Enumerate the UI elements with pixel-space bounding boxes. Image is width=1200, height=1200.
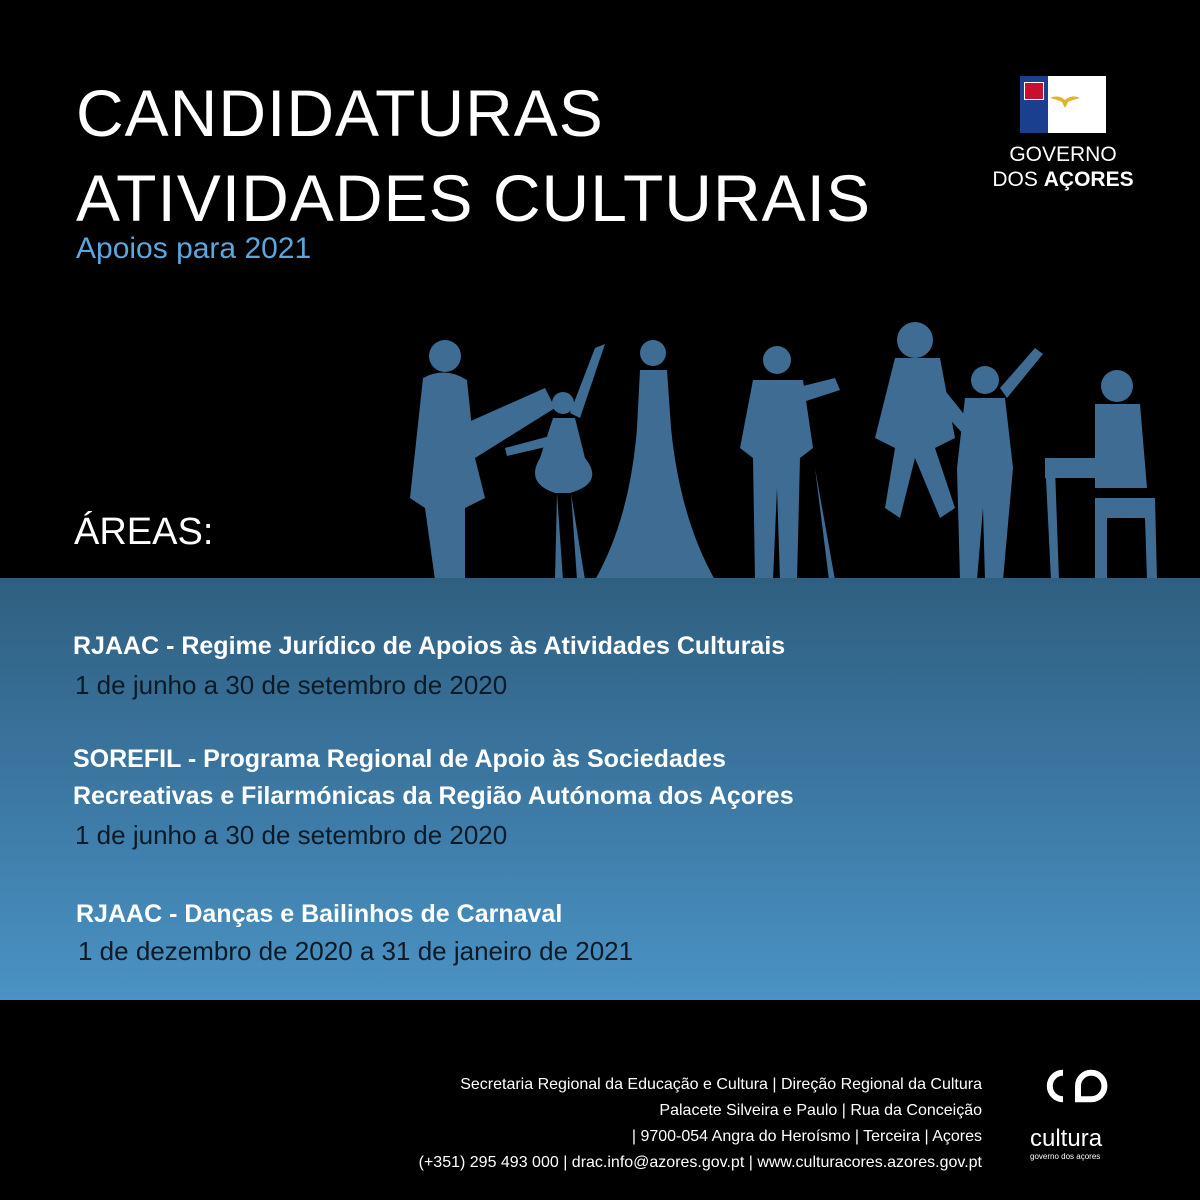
item-2-title-line-2: Recreativas e Filarmónicas da Região Autónoma dos Açores [73, 782, 794, 810]
cultura-logo-icon [1025, 1068, 1125, 1128]
cultura-logo-subtext: governo dos açores [1030, 1152, 1101, 1161]
subtitle: Apoios para 2021 [76, 232, 312, 265]
areas-heading: ÁREAS: [74, 511, 214, 553]
item-3-date: 1 de dezembro de 2020 a 31 de janeiro de 2021 [78, 936, 634, 966]
azores-flag-icon [1020, 76, 1106, 133]
footer-line-1: Secretaria Regional da Educação e Cultura | Direção Regional da Cultura [460, 1076, 982, 1093]
footer-line-3: | 9700-054 Angra do Heroísmo | Terceira | Açores [631, 1127, 982, 1145]
item-2-title-line-1: SOREFIL - Programa Regional de Apoio às Sociedades [73, 745, 726, 773]
footer-contact [419, 1072, 982, 1176]
performers-silhouettes [395, 318, 1175, 580]
title-line-2: ATIVIDADES CULTURAIS [76, 161, 872, 235]
item-1-title: RJAAC - Regime Jurídico de Apoios às Atividades Culturais [73, 632, 786, 660]
item-2-date: 1 de junho a 30 de setembro de 2020 [75, 820, 508, 850]
footer-line-2: Palacete Silveira e Paulo | Rua da Conceição [659, 1101, 982, 1119]
cultura-logo-text: cultura [1030, 1125, 1103, 1152]
governo-acores-text: GOVERNO DOS AÇORES [992, 143, 1134, 192]
governo-acores-logo [988, 76, 1138, 192]
title-line-1: CANDIDATURAS [76, 76, 604, 150]
footer-line-4: (+351) 295 493 000 | drac.info@azores.gov.pt | www.culturacores.azores.gov.pt [418, 1153, 982, 1171]
item-1-date: 1 de junho a 30 de setembro de 2020 [75, 670, 508, 700]
item-3-title: RJAAC - Danças e Bailinhos de Carnaval [76, 900, 563, 928]
